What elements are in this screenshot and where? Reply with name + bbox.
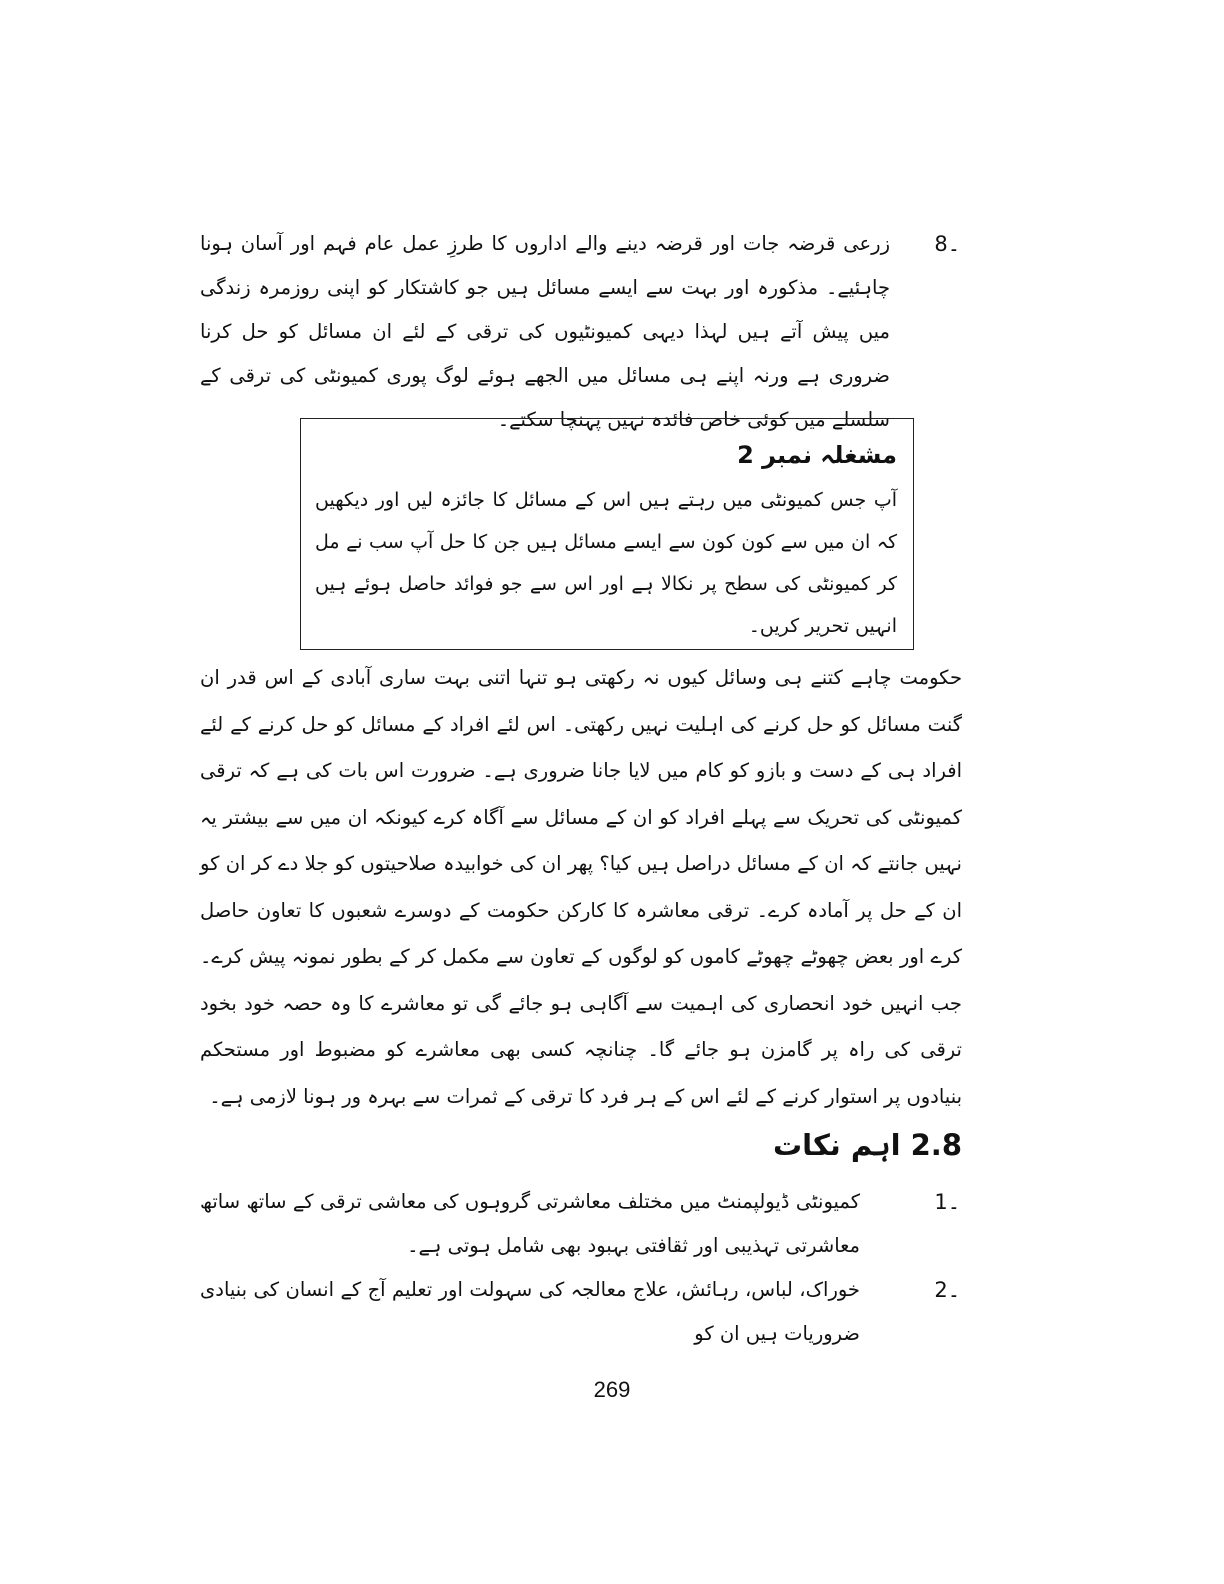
activity-body: آپ جس کمیونٹی میں رہتے ہیں اس کے مسائل کا جائزہ لیں اور دیکھیں کہ ان میں سے کون کون سے ایسے مسائل ہیں جن کا حل آپ سب نے مل کر کمیونٹی کی سطح پر نکالا ہے اور اس سے جو فوائد حاصل ہوئے ہیں انہیں تحریر کریں۔ [315,489,897,637]
body-paragraph: حکومت چاہے کتنے ہی وسائل کیوں نہ رکھتی ہو تنہا اتنی بہت ساری آبادی کے اس قدر ان گنت مسائل کو حل کرنے کی اہلیت نہیں رکھتی۔ اس لئے افراد کے مسائل کو حل کرنے کے لئے افراد ہی کے دست و بازو کو کام میں لایا جانا ضروری ہے۔ ضرورت اس بات کی ہے کہ ترقی کمیونٹی کی تحریک سے پہلے افراد کو ان کے مسائل سے آگاہ کرے کیونکہ ان میں سے بیشتر یہ نہیں جانتے کہ ان کے مسائل دراصل ہیں کیا؟ پھر ان کی خوابیدہ صلاحیتوں کو جلا دے کر ان کو ان کے حل پر آمادہ کرے۔ ترقی معاشرہ کا کارکن حکومت کے دوسرے شعبوں کا تعاون حاصل کرے اور بعض چھوٹے چھوٹے کاموں کو لوگوں کے تعاون سے مکمل کر کے بطور نمونہ پیش کرے۔ جب انہیں خود انحصاری کی اہمیت سے آگاہی ہو جائے گی تو معاشرے کا وہ حصہ خود بخود ترقی کی راہ پر گامزن ہو جائے گا۔ چنانچہ کسی بھی معاشرے کو مضبوط اور مستحکم بنیادوں پر استوار کرنے کے لئے اس کے ہر فرد کا ترقی کے ثمرات سے بہرہ ور ہونا لازمی ہے۔ [200,666,962,1108]
item-number: 8۔ [934,232,960,256]
key-points-list [200,1180,960,1356]
list-item-text: کمیونٹی ڈیولپمنٹ میں مختلف معاشرتی گروہوں کی معاشی ترقی کے ساتھ ساتھ معاشرتی تہذیبی اور ثقافتی بہبود بھی شامل ہوتی ہے۔ [200,1190,860,1257]
numbered-item-8 [200,222,960,442]
item-text: زرعی قرضہ جات اور قرضہ دینے والے اداروں کا طرزِ عمل عام فہم اور آسان ہونا چاہئیے۔ مذکورہ اور بہت سے ایسے مسائل ہیں جو کاشتکار کو اپنی روزمرہ زندگی میں پیش آتے ہیں لہذا دیہی کمیونٹیوں کی ترقی کے لئے ان مسائل کو حل کرنا ضروری ہے ورنہ اپنے ہی مسائل میں الجھے ہوئے لوگ پوری کمیونٹی کی ترقی کے سلسلے میں کوئی خاص فائدہ نہیں پہنچا سکتے۔ [200,232,890,431]
list-item [200,1180,960,1268]
page-number: 269 [593,1377,631,1402]
list-item-number: 1۔ [934,1190,960,1214]
list-item-number: 2۔ [934,1278,960,1302]
activity-box [300,418,914,650]
activity-title: مشغلہ نمبر 2 [737,441,897,469]
list-item [200,1268,960,1356]
list-item-text: خوراک، لباس، رہائش، علاج معالجہ کی سہولت اور تعلیم آج کے انسان کی بنیادی ضروریات ہیں ان کو [200,1278,860,1345]
section-heading: 2.8 اہم نکات [772,1128,962,1162]
